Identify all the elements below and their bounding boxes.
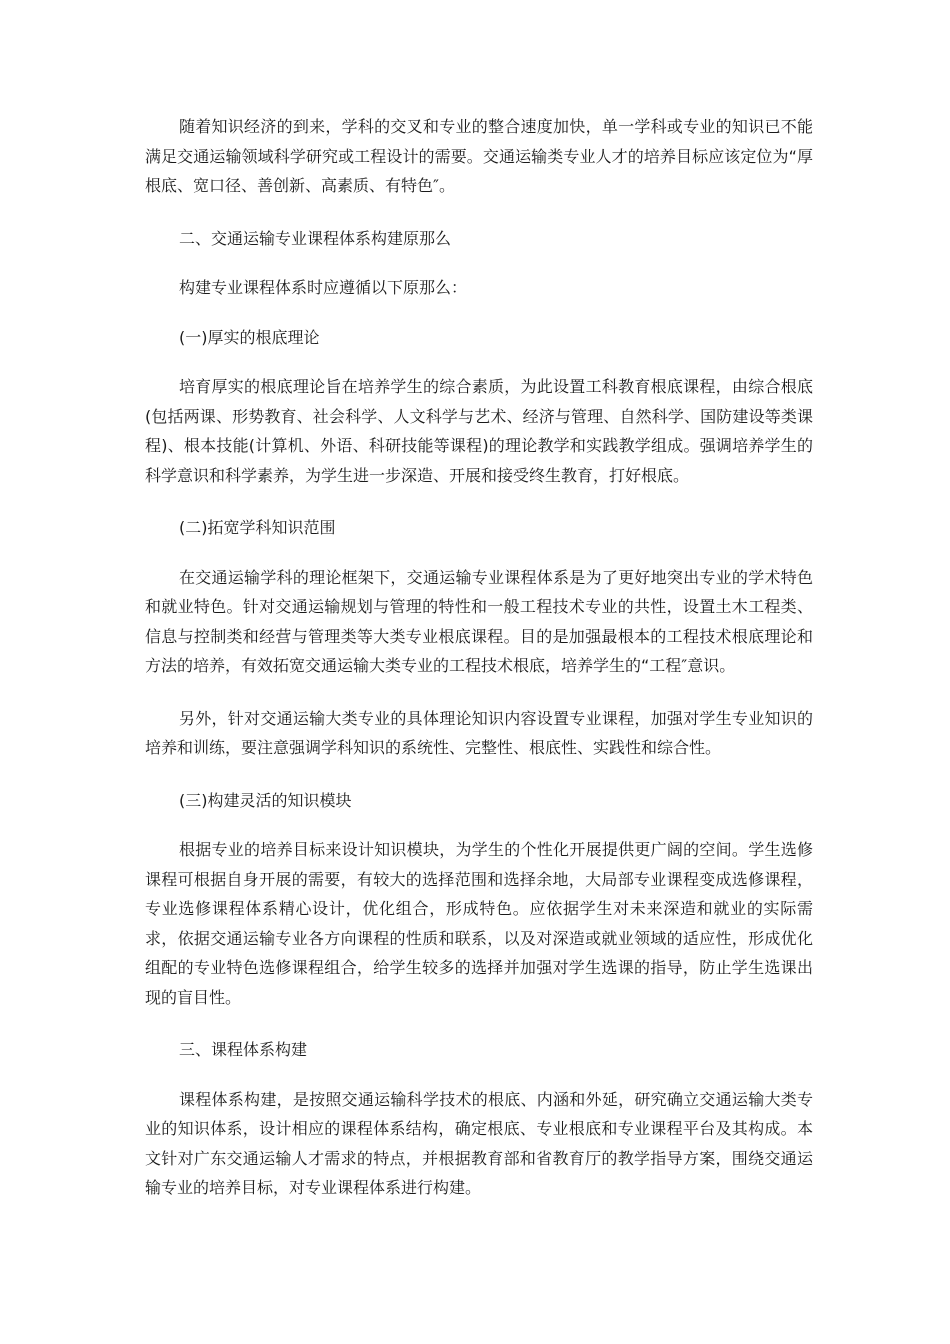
subheading-2: (二)拓宽学科知识范围: [179, 518, 336, 537]
paragraph-intro: 随着知识经济的到来，学科的交叉和专业的整合速度加快，单一学科或专业的知识已不能满足交通运输领域科学研究或工程设计的需要。交通运输类专业人才的培养目标应该定位为“厚根底、宽口径、善创新、高素质、有特色″。: [145, 117, 813, 195]
subheading-3: (三)构建灵活的知识模块: [179, 790, 352, 810]
paragraph-construction: 课程体系构建，是按照交通运输科学技术的根底、内涵和外延，研究确立交通运输大类专业的知识体系，设计相应的课程体系结构，确定根底、专业根底和专业课程平台及其构成。本文针对广东交通运输人才需求的特点，并根据教育部和省教育厅的教学指导方案，围绕交通运输专业的培养目标，对专业课程体系进行构建。: [145, 1089, 813, 1197]
paragraph-broaden: 在交通运输学科的理论框架下，交通运输专业课程体系是为了更好地突出专业的学术特色和就业特色。针对交通运输规划与管理的特性和一般工程技术专业的共性，设置土木工程类、信息与控制类和经营与管理类等大类专业根底课程。目的是加强最根本的工程技术根底理论和方法的培养，有效拓宽交通运输大类专业的工程技术根底，培养学生的“工程″意识。: [145, 567, 813, 675]
paragraph-modules: 根据专业的培养目标来设计知识模块，为学生的个性化开展提供更广阔的空间。学生选修课程可根据自身开展的需要，有较大的选择范围和选择余地，大局部专业课程变成选修课程，专业选修课程体系精心设计，优化组合，形成特色。应依据学生对未来深造和就业的实际需求，依据交通运输专业各方向课程的性质和联系，以及对深造或就业领域的适应性，形成优化组配的专业特色选修课程组合，给学生较多的选择并加强对学生选课的指导，防止学生选课出现的盲目性。: [145, 840, 813, 1007]
subheading-1: (一)厚实的根底理论: [179, 327, 320, 347]
principles-intro: 构建专业课程体系时应遵循以下原那么：: [179, 278, 468, 297]
section-heading-3: 三、课程体系构建: [179, 1040, 308, 1059]
section-heading-2: 二、交通运输专业课程体系构建原那么: [179, 228, 452, 248]
document-body: [145, 112, 813, 1226]
paragraph-additionally: 另外，针对交通运输大类专业的具体理论知识内容设置专业课程，加强对学生专业知识的培养和训练，要注意强调学科知识的系统性、完整性、根底性、实践性和综合性。: [145, 708, 813, 757]
paragraph-foundation: 培育厚实的根底理论旨在培养学生的综合素质，为此设置工科教育根底课程，由综合根底(包括两课、形势教育、社会科学、人文科学与艺术、经济与管理、自然科学、国防建设等类课程)、根本技能(计算机、外语、科研技能等课程)的理论教学和实践教学组成。强调培养学生的科学意识和科学素养，为学生进一步深造、开展和接受终生教育，打好根底。: [145, 377, 813, 485]
